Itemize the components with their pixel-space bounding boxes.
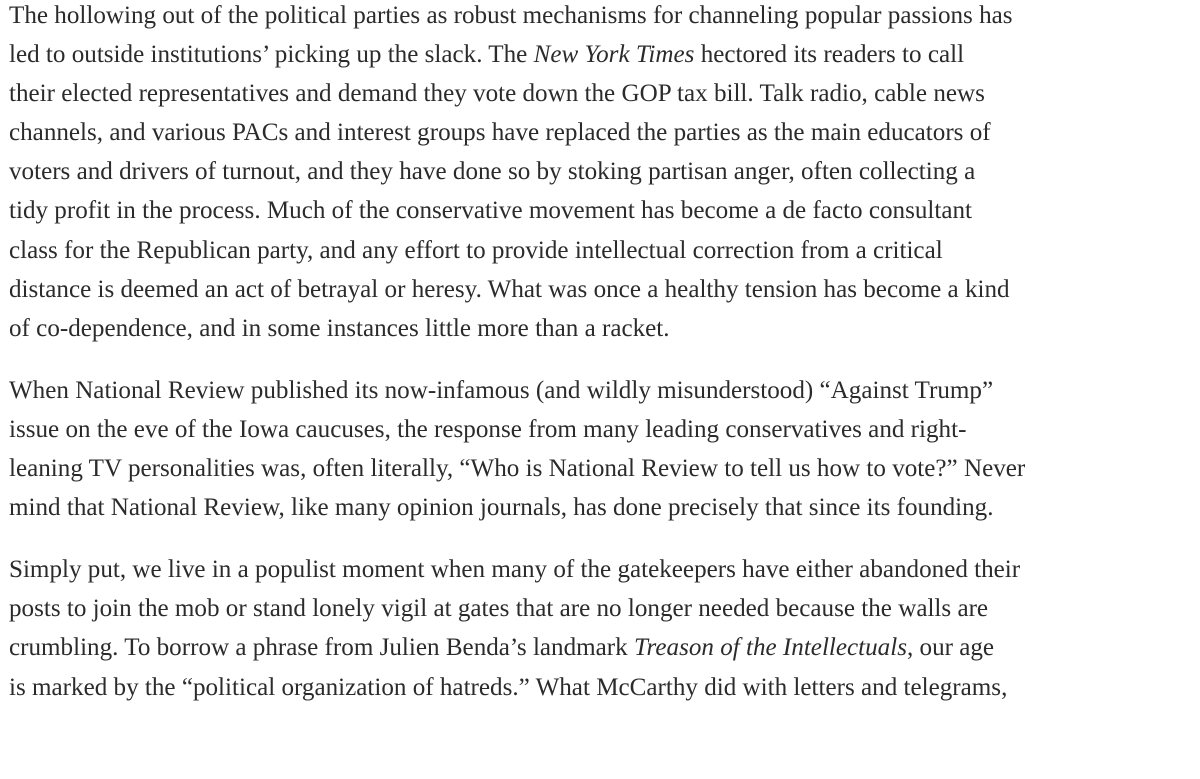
text-run: is marked by the “political organization of hatreds.” What McCarthy did with letters and telegrams, — [9, 673, 1008, 701]
text-line — [9, 113, 1199, 152]
text-run: led to outside institutions’ picking up the slack. The — [9, 41, 534, 69]
paragraph-3 — [9, 550, 1199, 706]
text-run: The hollowing out of the political parties as robust mechanisms for channeling popular passions has — [9, 2, 1013, 29]
text-run: tidy profit in the process. Much of the conservative movement has become a de facto consultant — [9, 197, 973, 225]
text-run: issue on the eve of the Iowa caucuses, the response from many leading conservatives and right- — [9, 415, 967, 443]
text-line — [9, 589, 1199, 628]
text-run: voters and drivers of turnout, and they have done so by stoking partisan anger, often collecting a — [9, 158, 976, 186]
text-run: , our age — [906, 634, 995, 662]
text-line — [9, 449, 1199, 488]
paragraph-2 — [9, 371, 1199, 527]
text-line — [9, 550, 1199, 589]
text-run: their elected representatives and demand they vote down the GOP tax bill. Talk radio, cable news — [9, 80, 985, 108]
text-line — [9, 35, 1199, 74]
text-run: leaning TV personalities was, often literally, “Who is National Review to tell us how to vote?” Never — [9, 455, 1026, 483]
text-run: distance is deemed an act of betrayal or heresy. What was once a healthy tension has become a kind — [9, 275, 1010, 303]
text-line — [9, 191, 1199, 230]
text-line — [9, 270, 1199, 309]
italic-title: Treason of the Intellectuals — [633, 634, 907, 662]
text-run: hectored its readers to call — [694, 41, 965, 69]
text-line — [9, 628, 1199, 667]
text-line — [9, 488, 1199, 527]
text-line — [9, 231, 1199, 270]
text-run: channels, and various PACs and interest groups have replaced the parties as the main educators of — [9, 119, 991, 147]
text-run: of co-dependence, and in some instances little more than a racket. — [9, 314, 670, 342]
text-run: mind that National Review, like many opinion journals, has done precisely that since its founding. — [9, 494, 994, 522]
text-run: crumbling. To borrow a phrase from Julien Benda’s landmark — [9, 634, 634, 662]
text-line — [9, 0, 1199, 35]
paragraph-1 — [9, 0, 1199, 348]
text-line — [9, 74, 1199, 113]
text-run: class for the Republican party, and any effort to provide intellectual correction from a critical — [9, 236, 943, 264]
text-line — [9, 371, 1199, 410]
text-line — [9, 309, 1199, 348]
text-run: posts to join the mob or stand lonely vigil at gates that are no longer needed because the walls are — [9, 595, 989, 623]
text-line — [9, 152, 1199, 191]
text-run: When National Review published its now-infamous (and wildly misunderstood) “Against Trump” — [9, 376, 994, 404]
article-body — [9, 0, 1199, 730]
italic-title: New York Times — [533, 41, 695, 69]
text-line — [9, 668, 1199, 707]
text-line — [9, 410, 1199, 449]
text-run: Simply put, we live in a populist moment when many of the gatekeepers have either abandoned their — [9, 556, 1021, 584]
